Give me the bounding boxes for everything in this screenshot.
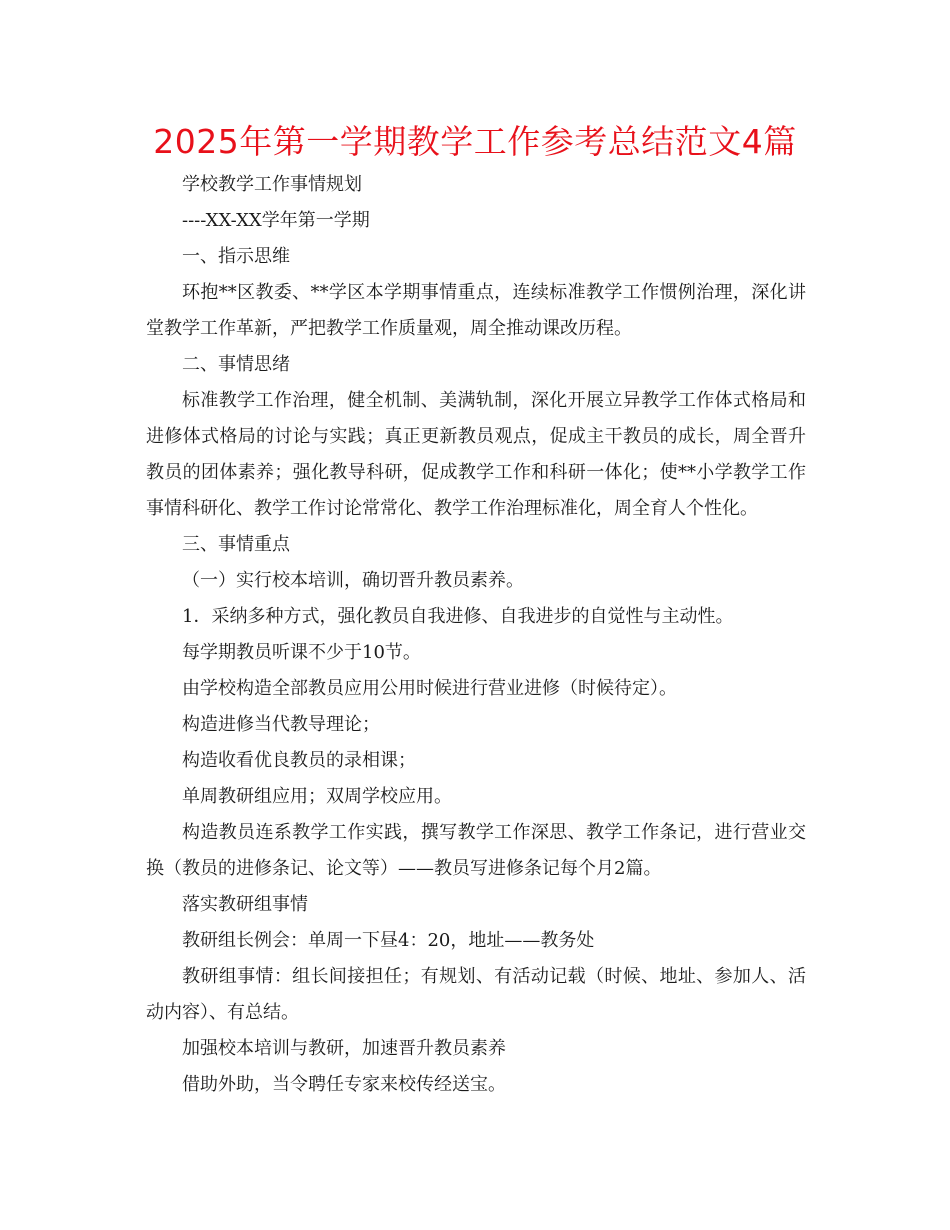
document-title: 2025年第一学期教学工作参考总结范文4篇 bbox=[153, 122, 797, 161]
paragraph: 每学期教员听课不少于10节。 bbox=[182, 642, 421, 663]
paragraph: 落实教研组事情 bbox=[182, 894, 308, 915]
section-heading: 二、事情思绪 bbox=[182, 354, 290, 375]
paragraph: 构造教员连系教学工作实践，撰写教学工作深思、教学工作条记，进行营业交换（教员的进修条记、论文等）——教员写进修条记每个月2篇。 bbox=[146, 822, 806, 879]
paragraph: 构造收看优良教员的录相课； bbox=[182, 750, 416, 771]
paragraph: 由学校构造全部教员应用公用时候进行营业进修（时候待定）。 bbox=[182, 678, 677, 699]
paragraph: 1．采纳多种方式，强化教员自我进修、自我进步的自觉性与主动性。 bbox=[182, 606, 734, 627]
section-heading: 三、事情重点 bbox=[182, 534, 290, 555]
paragraph: 借助外助，当令聘任专家来校传经送宝。 bbox=[182, 1074, 506, 1095]
paragraph: 加强校本培训与教研，加速晋升教员素养 bbox=[182, 1038, 506, 1059]
paragraph: 教研组长例会：单周一下昼4：20，地址——教务处 bbox=[182, 930, 595, 951]
paragraph: 构造进修当代教导理论； bbox=[182, 714, 380, 735]
paragraph: （一）实行校本培训，确切晋升教员素养。 bbox=[182, 570, 524, 591]
paragraph: ----XX-XX学年第一学期 bbox=[182, 210, 370, 231]
paragraph: 教研组事情：组长间接担任；有规划、有活动记载（时候、地址、参加人、活动内容）、有总结。 bbox=[146, 966, 806, 1023]
paragraph: 学校教学工作事情规划 bbox=[182, 174, 362, 195]
paragraph: 单周教研组应用；双周学校应用。 bbox=[182, 786, 452, 807]
document-body bbox=[146, 167, 806, 1103]
paragraph: 标准教学工作治理，健全机制、美满轨制，深化开展立异教学工作体式格局和进修体式格局的讨论与实践；真正更新教员观点，促成主干教员的成长，周全晋升教员的团体素养；强化教导科研，促成教学工作和科研一体化；使**小学教学工作事情科研化、教学工作讨论常常化、教学工作治理标准化，周全育人个性化。 bbox=[146, 390, 806, 519]
section-heading: 一、指示思维 bbox=[182, 246, 290, 267]
paragraph: 环抱**区教委、**学区本学期事情重点，连续标准教学工作惯例治理，深化讲堂教学工作革新，严把教学工作质量观，周全推动课改历程。 bbox=[146, 282, 806, 339]
